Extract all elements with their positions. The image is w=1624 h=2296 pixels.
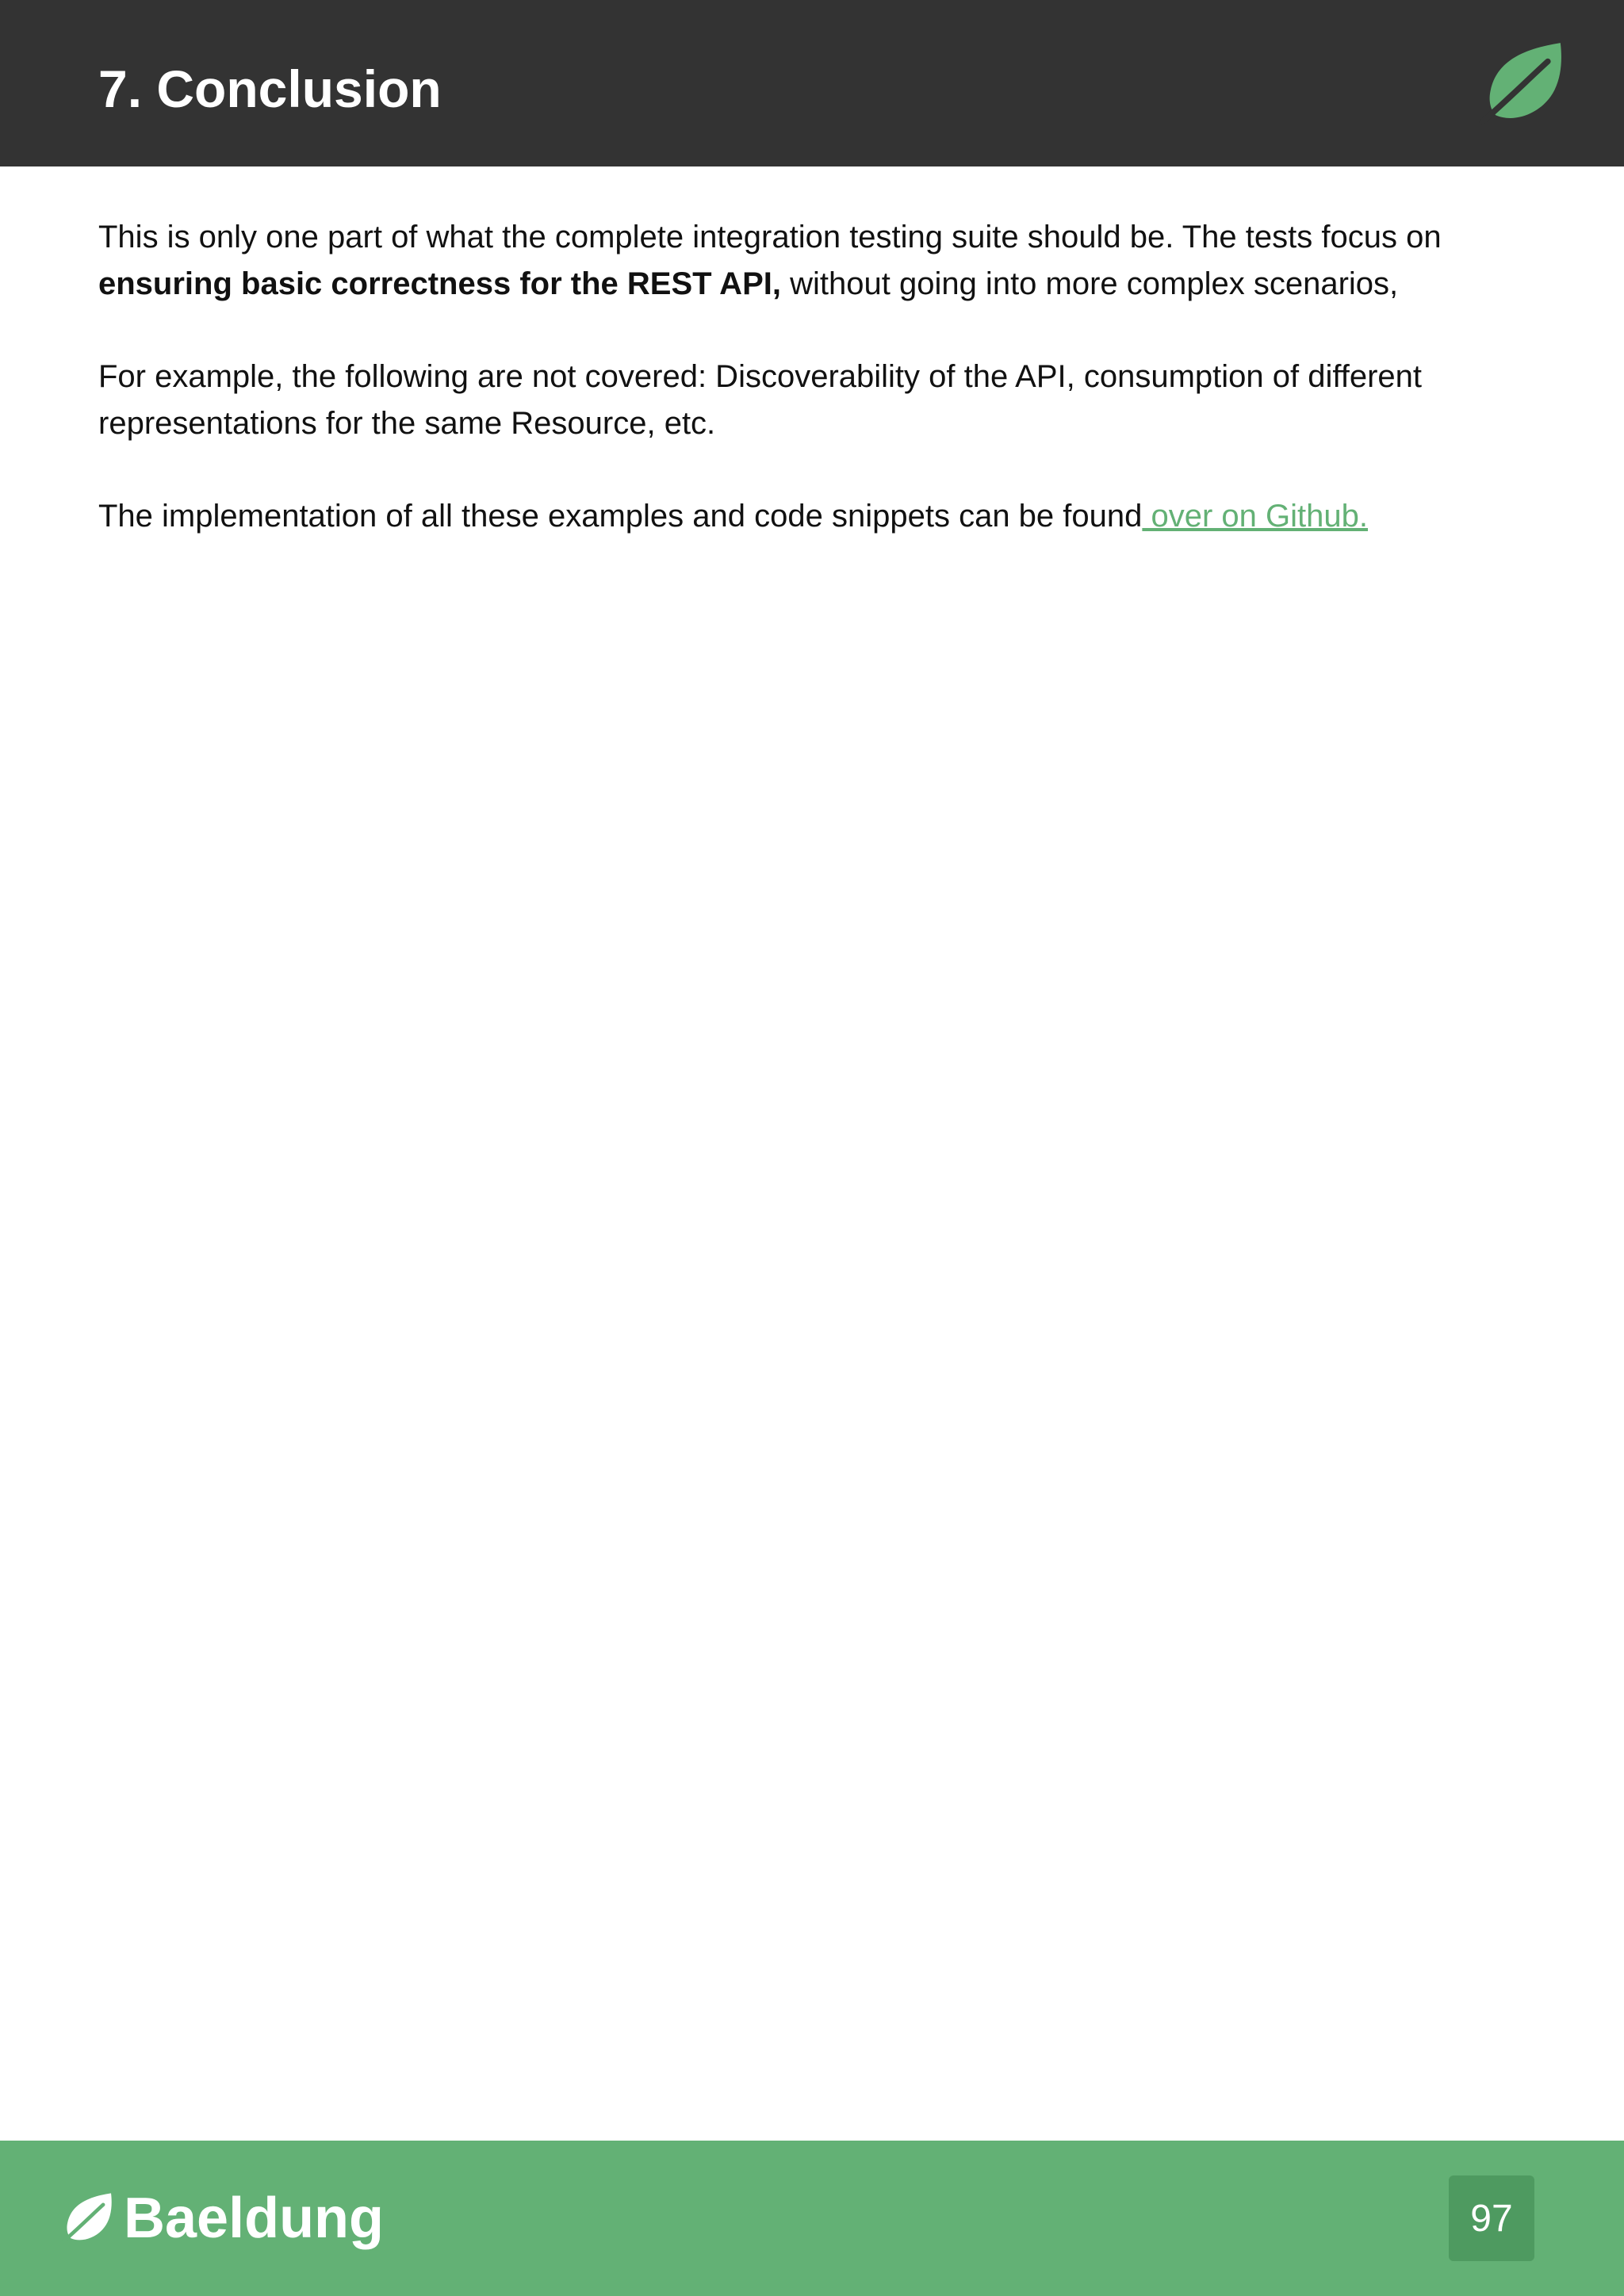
intro-bold-text: ensuring basic correctness for the REST API, xyxy=(98,266,781,301)
page-number-badge xyxy=(1449,2175,1534,2261)
intro-text: This is only one part of what the complete integration testing suite should be. The tests focus on xyxy=(98,220,1442,254)
intro-text-end: without going into more complex scenarios, xyxy=(780,266,1399,301)
github-link[interactable]: over on Github. xyxy=(1142,499,1368,534)
main-content xyxy=(98,214,1534,586)
page-footer xyxy=(0,2141,1624,2296)
paragraph-intro xyxy=(98,214,1534,308)
paragraph-not-covered: For example, the following are not covered: Discoverability of the API, consumption of different representations for the same Resource, etc. xyxy=(98,359,1423,441)
page-number: 97 xyxy=(1470,2197,1513,2240)
brand-logo xyxy=(60,2187,384,2250)
page-header xyxy=(0,0,1624,166)
paragraph-implementation xyxy=(98,493,1534,540)
page-title: 7. Conclusion xyxy=(98,59,442,118)
leaf-icon xyxy=(1478,41,1564,125)
brand-name: Baeldung xyxy=(124,2187,385,2250)
implementation-text: The implementation of all these examples and code snippets can be found xyxy=(98,499,1143,534)
leaf-icon xyxy=(60,2192,113,2244)
